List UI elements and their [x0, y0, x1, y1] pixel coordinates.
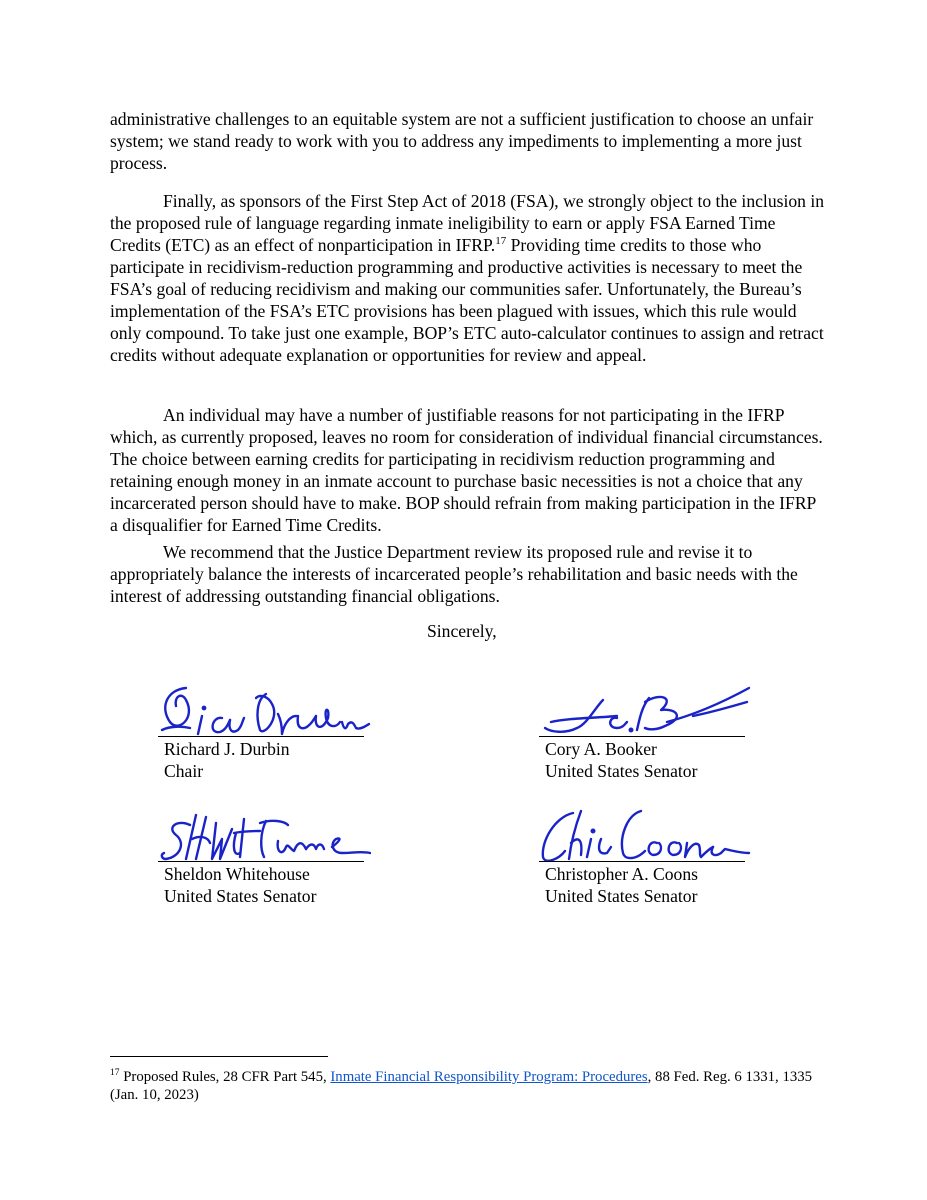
signatory-title: United States Senator [545, 761, 698, 781]
signature-line [158, 736, 364, 737]
closing: Sincerely, [427, 621, 497, 641]
signature-line [158, 861, 364, 862]
footnote-separator [110, 1056, 328, 1057]
signatory-title: United States Senator [164, 886, 317, 906]
paragraph-4-text: We recommend that the Justice Department review its proposed rule and revise it to appropriately balance the interests of incarcerated people’s rehabilitation and basic needs with the interest of addressing outstanding financial obligations. [110, 542, 798, 606]
paragraph-2-part-2: Providing time credits to those who participate in recidivism-reduction programming and productive activities is necessary to meet the FSA’s goal of reducing recidivism and making our communities safer. Unfortunately, the Bureau’s implementation of the FSA’s ETC provisions has been plagued with issues, which this rule would only compound. To take just one example, BOP’s ETC auto-calculator continues to assign and retract credits without adequate explanation or opportunities for review and appeal. [110, 235, 824, 365]
paragraph-3 [110, 404, 825, 536]
signatory-title: Chair [164, 761, 204, 781]
footnote-reference[interactable]: 17 [495, 235, 507, 248]
signature-line [539, 861, 745, 862]
footnote-17 [110, 1068, 825, 1104]
signatory-name: Richard J. Durbin [164, 739, 290, 759]
footnote-text-end: , 88 Fed. Reg. 6 1331, 1335 (Jan. 10, 2023) [110, 1069, 813, 1103]
paragraph-2-part-1: Finally, as sponsors of the First Step Act of 2018 (FSA), we strongly object to the inclusion in the proposed rule of language regarding inmate ineligibility to earn or apply FSA Earned Time Credits (ETC) as an effect of nonparticipation in IFRP. [110, 191, 825, 255]
footnote-text-start: Proposed Rules, 28 CFR Part 545, [119, 1069, 331, 1085]
paragraph-3-text: An individual may have a number of justifiable reasons for not participating in the IFRP which, as currently proposed, leaves no room for consideration of individual financial circumstances. The choice between earning credits for participating in recidivism reduction programming and retaining enough money in an inmate account to purchase basic necessities is not a choice that any incarcerated person should have to make. BOP should refrain from making participation in the IFRP a disqualifier for Earned Time Credits. [110, 405, 823, 535]
signatory-name: Sheldon Whitehouse [164, 864, 310, 884]
paragraph-4 [110, 541, 825, 607]
paragraph-1-text: administrative challenges to an equitable system are not a sufficient justification to choose an unfair system; we stand ready to work with you to address any impediments to implementing a more just process. [110, 109, 814, 173]
footnote-number: 17 [110, 1068, 120, 1079]
signatory-name: Cory A. Booker [545, 739, 657, 759]
signature-line [539, 736, 745, 737]
paragraph-1 [110, 108, 825, 174]
signatory-name: Christopher A. Coons [545, 864, 698, 884]
signatory-title: United States Senator [545, 886, 698, 906]
paragraph-2-text [110, 190, 825, 366]
paragraph-2 [110, 190, 825, 366]
footnote-link[interactable]: Inmate Financial Responsibility Program: Procedures [330, 1069, 648, 1085]
